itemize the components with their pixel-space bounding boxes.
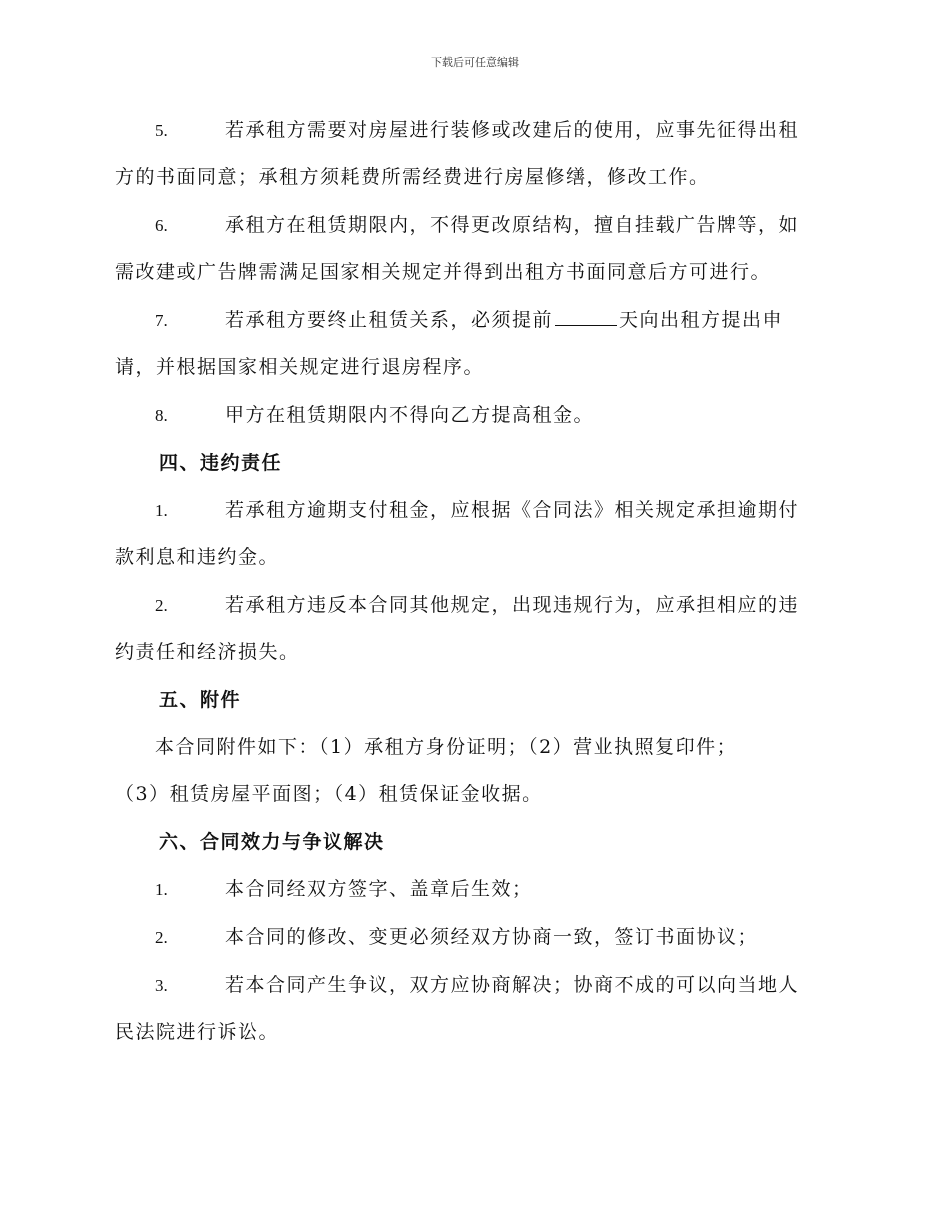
clause-5 (115, 107, 837, 201)
clause-text-continued: 方的书面同意；承租方须耗费所需经费进行房屋修缮，修改工作。 (115, 166, 710, 188)
clause-text: 若本合同产生争议，双方应协商解决；协商不成的可以向当地人 (225, 974, 800, 996)
clause-number: 5. (155, 121, 168, 140)
clause-text: 若承租方需要对房屋进行装修或改建后的使用，应事先征得出租 (225, 119, 800, 141)
clause-number: 6. (155, 216, 168, 235)
clause-text-continued: 需改建或广告牌需满足国家相关规定并得到出租方书面同意后方可进行。 (115, 261, 772, 283)
clause-text: 甲方在租赁期限内不得向乙方提高租金。 (225, 404, 595, 426)
attachments-line-continued: （3）租赁房屋平面图；（4）租赁保证金收据。 (115, 783, 543, 805)
section-heading-5: 五、附件 (159, 689, 242, 711)
page-header: 下载后可任意编辑 (431, 56, 519, 69)
clause-text-continued: 民法院进行诉讼。 (115, 1021, 280, 1043)
clause-text-continued: 约责任和经济损失。 (115, 641, 300, 663)
clause-number: 3. (155, 976, 168, 995)
clause-number: 1. (155, 880, 168, 899)
section-heading-4: 四、违约责任 (159, 452, 283, 474)
clause-number: 2. (155, 596, 168, 615)
clause-number: 1. (155, 501, 168, 520)
section-heading-6: 六、合同效力与争议解决 (159, 831, 385, 853)
section4-clause-2 (115, 582, 837, 676)
clause-7 (115, 297, 837, 391)
clause-text-continued: 款利息和违约金。 (115, 546, 280, 568)
document-body (115, 107, 837, 1057)
clause-text-continued: 请，并根据国家相关规定进行退房程序。 (115, 356, 485, 378)
section6-clause-1 (115, 866, 837, 913)
clause-number: 8. (155, 406, 168, 425)
section6-clause-3 (115, 962, 837, 1056)
clause-text: 本合同经双方签字、盖章后生效； (225, 878, 533, 900)
clause-number: 2. (155, 928, 168, 947)
attachments-paragraph (115, 724, 837, 818)
attachments-line: 本合同附件如下：（1）承租方身份证明；（2）营业执照复印件； (155, 736, 738, 758)
clause-text: 本合同的修改、变更必须经双方协商一致，签订书面协议； (225, 926, 759, 948)
clause-text: 若承租方违反本合同其他规定，出现违规行为，应承担相应的违 (225, 594, 800, 616)
clause-text: 承租方在租赁期限内，不得更改原结构，擅自挂载广告牌等，如 (225, 214, 800, 236)
clause-6 (115, 202, 837, 296)
clause-number: 7. (155, 311, 168, 330)
clause-8 (115, 392, 837, 439)
fill-in-blank[interactable] (555, 309, 617, 326)
clause-text: 若承租方逾期支付租金，应根据《合同法》相关规定承担逾期付 (225, 499, 800, 521)
section4-clause-1 (115, 487, 837, 581)
clause-text: 若承租方要终止租赁关系，必须提前 天向出租方提出申 (225, 309, 784, 331)
section6-clause-2 (115, 914, 837, 961)
